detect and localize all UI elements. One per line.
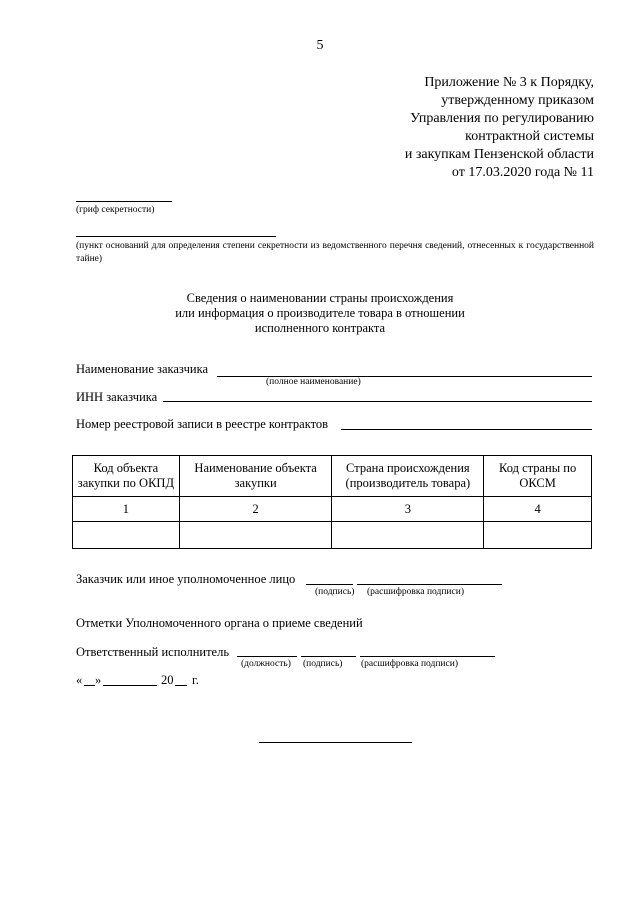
title-line: или информация о производителе товара в отношении <box>175 306 465 320</box>
table-header-cell: Страна происхождения (производитель товара) <box>332 456 484 497</box>
executor-decode-line[interactable] <box>360 656 495 657</box>
table-header-cell: Код страны по ОКСМ <box>484 456 592 497</box>
secrecy-line <box>76 201 172 202</box>
inn-label: ИНН заказчика <box>76 390 158 404</box>
table-header-row <box>73 456 592 497</box>
table-header-cell: Код объекта закупки по ОКПД <box>73 456 180 497</box>
title-line: Сведения о наименовании страны происхождения <box>186 291 454 305</box>
executor-position-caption: (должность) <box>241 659 291 669</box>
appendix-line: Приложение № 3 к Порядку, <box>424 75 594 90</box>
appendix-line: утвержденному приказом <box>441 93 594 108</box>
table-number-cell: 4 <box>484 497 592 522</box>
document-title <box>0 291 640 336</box>
executor-position-line[interactable] <box>237 656 297 657</box>
customer-decode-caption: (расшифровка подписи) <box>367 587 464 597</box>
date-open-quote: « <box>76 673 83 687</box>
executor-decode-caption: (расшифровка подписи) <box>361 659 458 669</box>
appendix-reference <box>405 74 594 182</box>
table-cell[interactable] <box>332 522 484 549</box>
registry-number-line[interactable] <box>341 429 592 430</box>
appendix-line: контрактной системы <box>465 129 594 144</box>
customer-name-caption: (полное наименование) <box>266 377 361 387</box>
table-cell[interactable] <box>73 522 180 549</box>
basis-line <box>76 236 276 237</box>
basis-label: (пункт оснований для определения степени секретности из ведомственного перечня сведений, отнесенных к государственной тайне) <box>76 241 594 264</box>
table-number-cell: 3 <box>332 497 484 522</box>
date-day-line[interactable] <box>84 685 95 686</box>
table-number-cell: 2 <box>179 497 332 522</box>
table-cell[interactable] <box>179 522 332 549</box>
table-header-cell: Наименование объекта закупки <box>179 456 332 497</box>
customer-name-label: Наименование заказчика <box>76 362 209 376</box>
registry-number-label: Номер реестровой записи в реестре контрактов <box>76 417 329 431</box>
executor-signature-line[interactable] <box>301 656 356 657</box>
country-of-origin-table <box>72 455 592 549</box>
title-line: исполненного контракта <box>254 321 386 335</box>
customer-decode-line[interactable] <box>357 584 502 585</box>
authority-marks-label: Отметки Уполномоченного органа о приеме сведений <box>76 616 363 630</box>
customer-signature-caption: (подпись) <box>315 587 355 597</box>
inn-line[interactable] <box>163 401 592 402</box>
secrecy-label: (гриф секретности) <box>76 205 155 215</box>
table-number-cell: 1 <box>73 497 180 522</box>
page-number: 5 <box>316 38 324 53</box>
appendix-line: от 17.03.2020 года № 11 <box>451 165 594 180</box>
date-year-prefix: 20 <box>161 673 174 687</box>
appendix-line: и закупкам Пензенской области <box>404 147 594 162</box>
table-row <box>73 522 592 549</box>
executor-signature-caption: (подпись) <box>303 659 343 669</box>
appendix-line: Управления по регулированию <box>410 111 594 126</box>
date-year-line[interactable] <box>175 685 187 686</box>
date-year-suffix: г. <box>192 673 199 687</box>
executor-label: Ответственный исполнитель <box>76 645 230 659</box>
document-end-line <box>259 742 412 743</box>
table-number-row <box>73 497 592 522</box>
date-month-line[interactable] <box>103 685 157 686</box>
customer-signature-line[interactable] <box>306 584 353 585</box>
date-close-quote: » <box>95 673 102 687</box>
customer-signatory-label: Заказчик или иное уполномоченное лицо <box>76 572 296 586</box>
table-cell[interactable] <box>484 522 592 549</box>
